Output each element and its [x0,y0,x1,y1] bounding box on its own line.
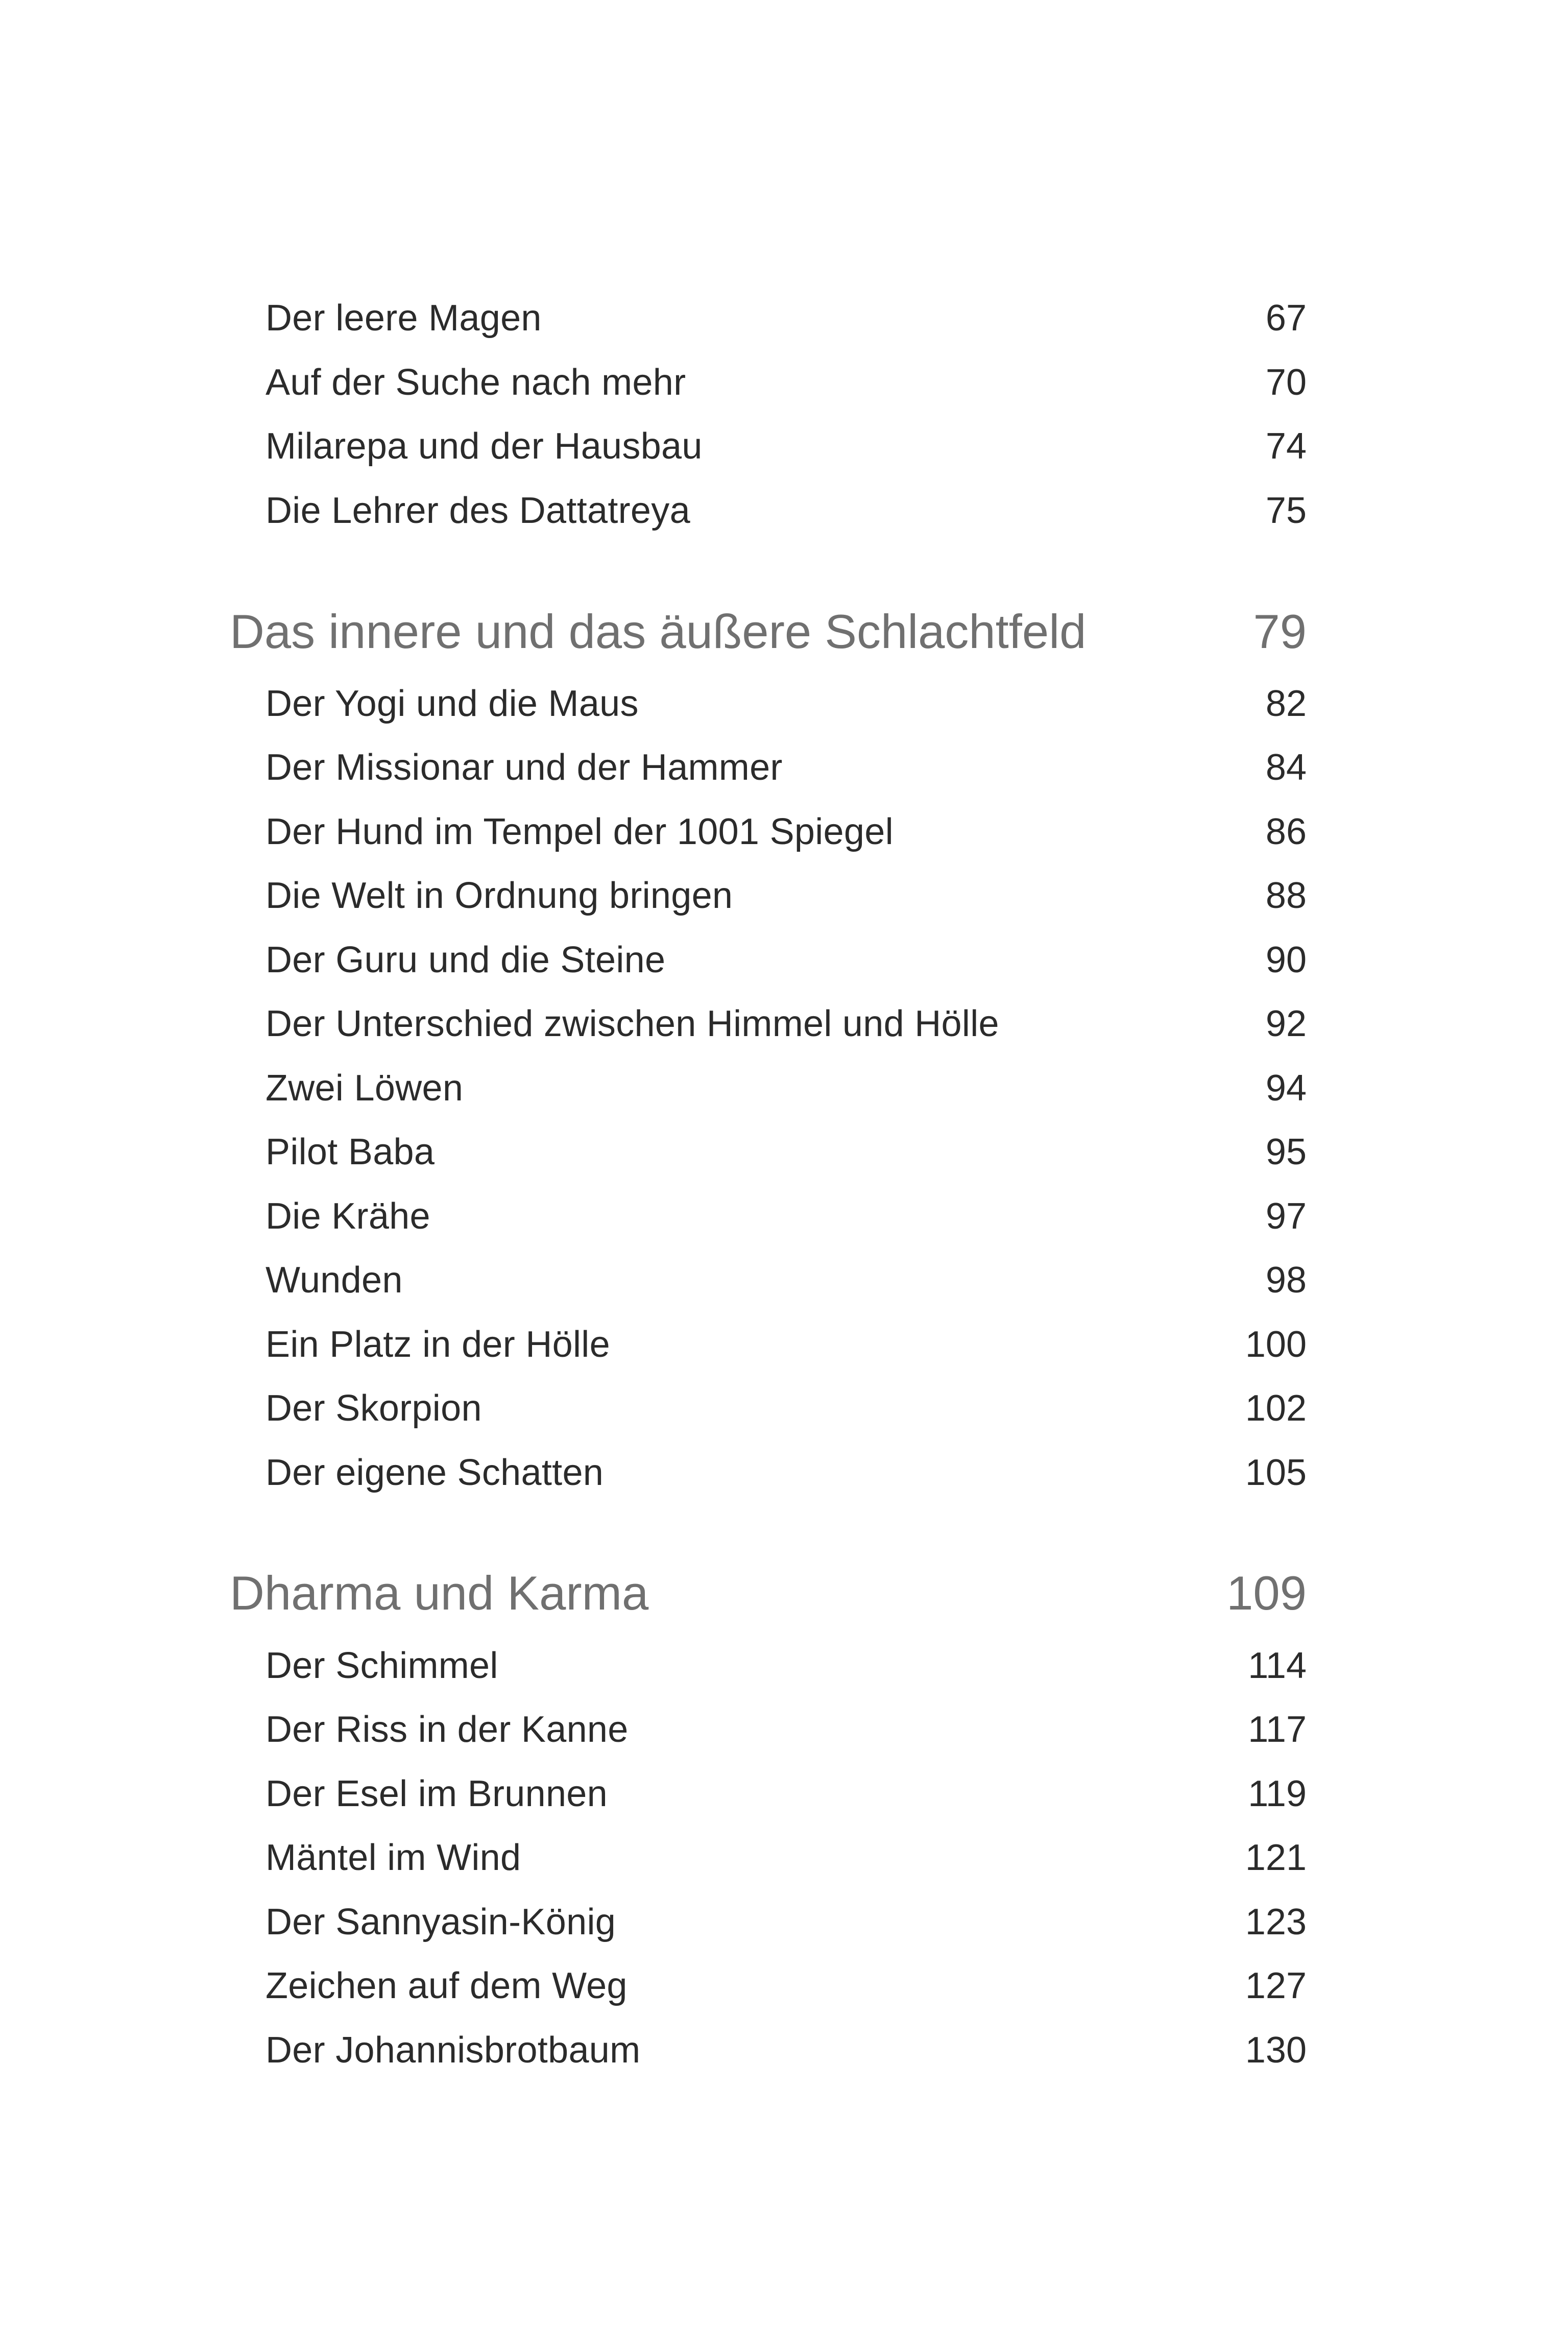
toc-entry-page: 90 [1265,940,1307,980]
toc-entry [0,1639,1568,1705]
toc-entry-title: Milarepa und der Hausbau [266,426,703,467]
toc-entry [0,291,1568,357]
toc-entry [0,1317,1568,1384]
toc-entry [0,805,1568,871]
toc-entry [0,355,1568,422]
toc-entry-page: 82 [1265,683,1307,724]
toc-section-heading [0,1566,1568,1632]
toc-entry [0,1446,1568,1512]
toc-entry-title: Der Sannyasin-König [266,1902,616,1942]
toc-entry-page: 98 [1265,1260,1307,1301]
toc-entry-title: Die Lehrer des Dattatreya [266,490,690,531]
toc-entry-title: Zeichen auf dem Weg [266,1965,628,2006]
toc-entry [0,484,1568,550]
toc-entry-title: Der Riss in der Kanne [266,1709,629,1750]
toc-entry [0,1125,1568,1191]
toc-entry [0,933,1568,999]
toc-entry-title: Der Hund im Tempel der 1001 Spiegel [266,811,894,852]
toc-entry-title: Der Schimmel [266,1645,498,1686]
toc-entry-page: 97 [1265,1196,1307,1237]
toc-entry-title: Der Guru und die Steine [266,940,666,980]
toc-entry-page: 130 [1245,2030,1307,2071]
toc-entry-page: 121 [1245,1837,1307,1878]
toc-entry-page: 84 [1265,747,1307,788]
toc-entry-page: 75 [1265,490,1307,531]
toc-entry [0,869,1568,935]
toc-section-title: Das innere und das äußere Schlachtfeld [230,605,1087,658]
toc-entry-title: Der Esel im Brunnen [266,1773,608,1814]
toc-entry [0,1381,1568,1448]
toc-entry-title: Der Unterschied zwischen Himmel und Hölle [266,1003,999,1044]
toc-entry-page: 94 [1265,1068,1307,1109]
toc-section-heading [0,604,1568,670]
toc-entry-title: Der Yogi und die Maus [266,683,639,724]
toc-entry-page: 86 [1265,811,1307,852]
toc-entry-page: 88 [1265,875,1307,916]
toc-entry-page: 74 [1265,426,1307,467]
toc-entry [0,1061,1568,1127]
toc-entry-page: 123 [1245,1902,1307,1942]
toc-entry-title: Die Krähe [266,1196,430,1237]
toc-entry-title: Zwei Löwen [266,1068,464,1109]
toc-entry [0,419,1568,486]
toc-entry [0,1895,1568,1961]
toc-entry-title: Der leere Magen [266,298,542,339]
toc-entry-title: Ein Platz in der Hölle [266,1324,610,1365]
toc-entry-page: 119 [1248,1773,1307,1814]
toc-entry [0,1831,1568,1897]
toc-entry-page: 92 [1265,1003,1307,1044]
toc-entry-title: Wunden [266,1260,403,1301]
toc-entry [0,1767,1568,1833]
toc-entry [0,740,1568,807]
toc-entry-title: Der Skorpion [266,1388,482,1429]
toc-entry-page: 127 [1245,1965,1307,2006]
toc-entry-title: Mäntel im Wind [266,1837,521,1878]
toc-entry-page: 117 [1248,1709,1307,1750]
toc-entry [0,1189,1568,1256]
toc-entry-page: 105 [1245,1452,1307,1493]
toc-entry [0,2023,1568,2090]
toc-entry [0,997,1568,1063]
toc-entry [0,1702,1568,1769]
toc-entry-page: 114 [1248,1645,1307,1686]
toc-entry-title: Der eigene Schatten [266,1452,604,1493]
toc-entry-page: 102 [1245,1388,1307,1429]
toc-entry-title: Der Johannisbrotbaum [266,2030,641,2071]
toc-entry [0,1959,1568,2025]
toc-entry-title: Der Missionar und der Hammer [266,747,783,788]
toc-entry-title: Auf der Suche nach mehr [266,362,686,403]
toc-entry-title: Die Welt in Ordnung bringen [266,875,733,916]
toc-section-page: 109 [1226,1566,1307,1620]
toc-entry-page: 100 [1245,1324,1307,1365]
toc-entry-page: 70 [1265,362,1307,403]
toc-entry [0,1253,1568,1319]
toc-section-page: 79 [1253,605,1307,658]
toc-entry-page: 95 [1265,1132,1307,1172]
toc-entry [0,677,1568,743]
toc-entry-page: 67 [1265,298,1307,339]
toc-section-title: Dharma und Karma [230,1566,649,1620]
toc-entry-title: Pilot Baba [266,1132,435,1172]
